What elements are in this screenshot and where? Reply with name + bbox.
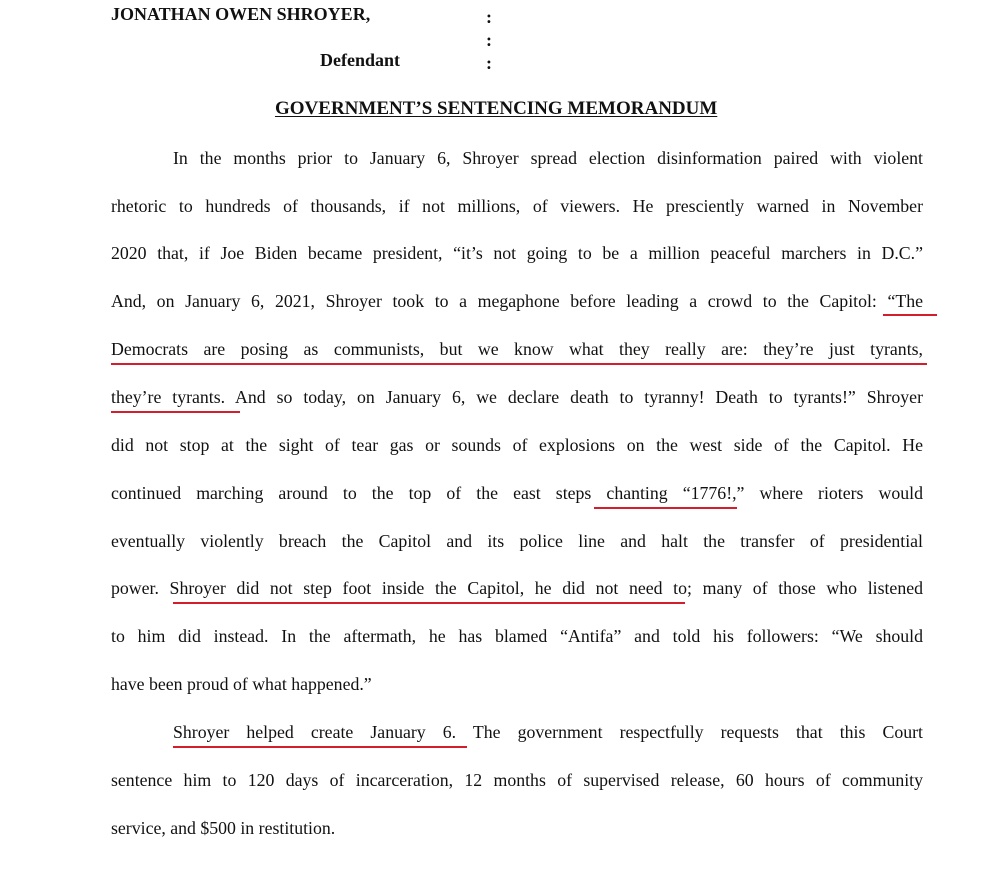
colon: :: [486, 53, 492, 73]
body-line: And, on January 6, 2021, Shroyer took to a megaphone before leading a crowd to the Capitol: “The: [111, 291, 923, 311]
red-underline-mark: [173, 602, 685, 604]
colon: :: [486, 30, 492, 50]
body-line: have been proud of what happened.”: [111, 674, 372, 694]
body-line: service, and $500 in restitution.: [111, 818, 336, 838]
defendant-name: JONATHAN OWEN SHROYER,: [111, 4, 371, 24]
body-line: did not stop at the sight of tear gas or sounds of explosions on the west side of the Capitol. He: [111, 435, 923, 455]
body-line: continued marching around to the top of the east steps chanting “1776!,” where rioters would: [111, 483, 923, 503]
colon: :: [486, 7, 492, 27]
body-line: eventually violently breach the Capitol and its police line and halt the transfer of presidential: [111, 531, 923, 551]
body-line: power. Shroyer did not step foot inside the Capitol, he did not need to; many of those who listened: [111, 578, 923, 598]
body-line: to him did instead. In the aftermath, he has blamed “Antifa” and told his followers: “We should: [111, 626, 923, 646]
red-underline-mark: [883, 314, 937, 316]
body-line: Shroyer helped create January 6. The government respectfully requests that this Court: [173, 722, 923, 742]
defendant-role: Defendant: [320, 50, 400, 70]
red-underline-mark: [594, 507, 737, 509]
document-title: GOVERNMENT’S SENTENCING MEMORANDUM: [275, 98, 718, 119]
body-line: Democrats are posing as communists, but we know what they really are: they’re just tyrants,: [111, 339, 923, 359]
body-line: 2020 that, if Joe Biden became president, “it’s not going to be a million peaceful marchers in D.C.”: [111, 243, 923, 263]
red-underline-mark: [173, 746, 467, 748]
body-line: rhetoric to hundreds of thousands, if not millions, of viewers. He presciently warned in November: [111, 196, 923, 216]
red-underline-mark: [111, 363, 927, 365]
red-underline-mark: [111, 411, 240, 413]
body-line: In the months prior to January 6, Shroyer spread election disinformation paired with violent: [173, 148, 923, 168]
caption-separator: [484, 6, 494, 75]
body-line: sentence him to 120 days of incarceration, 12 months of supervised release, 60 hours of community: [111, 770, 923, 790]
body-line: they’re tyrants. And so today, on January 6, we declare death to tyranny! Death to tyrants!” Shroyer: [111, 387, 923, 407]
